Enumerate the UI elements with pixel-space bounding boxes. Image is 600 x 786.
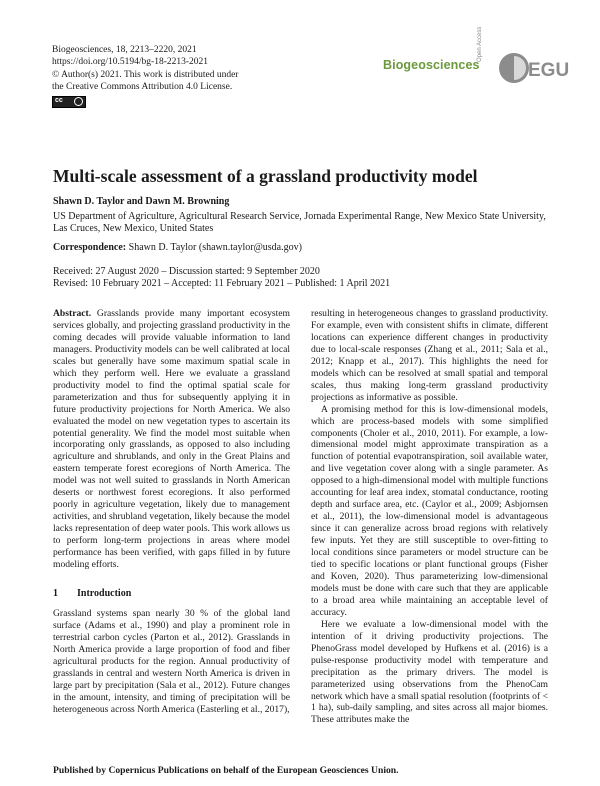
cc-license-icon[interactable]	[52, 96, 86, 108]
body-paragraph-1: resulting in heterogeneous changes to grassland productivity. For example, even with consistent shifts in climate, different locations can experience different changes in productivity due to local-scale responses (Zhang et al., 2011; Sala et al., 2012; Knapp et al., 2017). This highlights the need for models which can be resolved at small spatial and temporal scales, thus making long-term grassland productivity projections as informative as possible.	[311, 308, 548, 403]
article-title: Multi-scale assessment of a grassland productivity model	[53, 166, 478, 186]
correspondence-text[interactable]: Shawn D. Taylor (shawn.taylor@usda.gov)	[128, 242, 302, 253]
affiliation: US Department of Agriculture, Agricultural Research Service, Jornada Experimental Range, New Mexico State University, Las Cruces, New Mexico, United States	[53, 211, 546, 235]
abstract-label: Abstract.	[53, 308, 92, 319]
open-access-label: Open Access	[477, 26, 483, 62]
cc-label: cc	[55, 97, 63, 105]
authors: Shawn D. Taylor and Dawn M. Browning	[53, 196, 230, 207]
intro-paragraph-1: Grassland systems span nearly 30 % of the global land surface (Adams et al., 1990) and play a prominent role in terrestrial carbon cycles (Parton et al., 2012). Grasslands in North America provide a large proportion of food and fiber agricultural products for the region. Annual productivity of grasslands in central and western North America is driven in large part by precipitation (Sala et al., 2012). Future changes in the amount, intensity, and timing of precipitation will be heterogeneous across North America (Easterling et al., 2017),	[53, 608, 290, 715]
citation: Biogeosciences, 18, 2213–2220, 2021	[52, 45, 197, 55]
egu-logo-icon	[498, 50, 570, 86]
body-paragraph-3: Here we evaluate a low-dimensional model with the intention of it driving productivity projections. The PhenoGrass model developed by Hufkens et al. (2016) is a pulse-response productivity model with temperature and precipitation as the primary drivers. The model is parameterized using observations from the PhenoCam network which have a small spatial resolution (footprints of < 1 ha), sub-daily sampling, and sites across all major biomes. These attributes make the	[311, 618, 548, 726]
correspondence-label: Correspondence:	[53, 242, 127, 253]
publisher-footer: Published by Copernicus Publications on behalf of the European Geosciences Union.	[53, 765, 399, 776]
citation-block	[52, 44, 238, 108]
egu-logo-text: EGU	[528, 60, 570, 81]
dates-received: Received: 27 August 2020 – Discussion started: 9 September 2020	[53, 266, 320, 277]
right-column	[311, 308, 548, 726]
abstract	[53, 308, 290, 571]
copyright-line: © Author(s) 2021. This work is distributed under	[52, 69, 239, 80]
license-line[interactable]: the Creative Commons Attribution 4.0 License.	[52, 82, 233, 93]
doi-link[interactable]: https://doi.org/10.5194/bg-18-2213-2021	[52, 57, 209, 68]
abstract-text: Grasslands provide many important ecosystem services globally, and projecting grassland productivity in the coming decades will provide valuable information to land managers. Productivity models can be well calibrated at local scales but generally have some maximum spatial scale in which they perform well. Here we evaluate a grassland productivity model to find the optimal spatial scale for parameterization and thus for subsequently applying it in future productivity projections for North America. We also evaluated the model on new vegetation types to ascertain its potential generality. We find the model most suitable when incorporating only grasslands, as opposed to also including agriculture and shrublands, and only in the Great Plains and eastern temperate forest ecoregions of North America. The model was not well suited to grasslands in North American deserts or northwest forest ecoregions. It also performed poorly in agriculture vegetation, likely due to management activities, and shrubland vegetation, likely because the model lacks representation of deep water pools. This work allows us to perform long-term projections in areas where model performance has been verified, with gaps filled in by future modeling efforts.	[53, 308, 290, 571]
body-paragraph-2: A promising method for this is low-dimensional models, which are process-based models with some simplified components (Choler et al., 2010, 2011). For example, a low-dimensional model might approximate transpiration as a function of potential evapotranspiration, soil available water, and live vegetation cover along with a single parameter. As opposed to a high-dimensional model with multiple functions accounting for leaf area index, stomatal conductance, rooting depth and surface area, etc. (Caylor et al., 2009; Asbjornsen et al., 2011), the low-dimensional model is advantageous since it can generalize across broad regions with relatively few inputs. Yet they are still susceptible to over-fitting to local conditions since parameters or model structure can be tied to specific locations or plant functional groups (Fisher and Koven, 2020). Thus parameterizing low-dimensional models must be done with care such that they are applicable to a broad area while maintaining an acceptable level of accuracy.	[311, 403, 548, 618]
introduction-paragraph	[53, 608, 290, 716]
section-title: Introduction	[77, 588, 132, 599]
correspondence	[53, 242, 302, 253]
section-heading-introduction	[53, 588, 131, 599]
by-icon	[74, 97, 83, 106]
section-number: 1	[53, 588, 58, 599]
dates-published: Revised: 10 February 2021 – Accepted: 11 February 2021 – Published: 1 April 2021	[53, 277, 391, 289]
journal-name: Biogeosciences	[383, 58, 480, 72]
article-dates	[53, 266, 390, 290]
